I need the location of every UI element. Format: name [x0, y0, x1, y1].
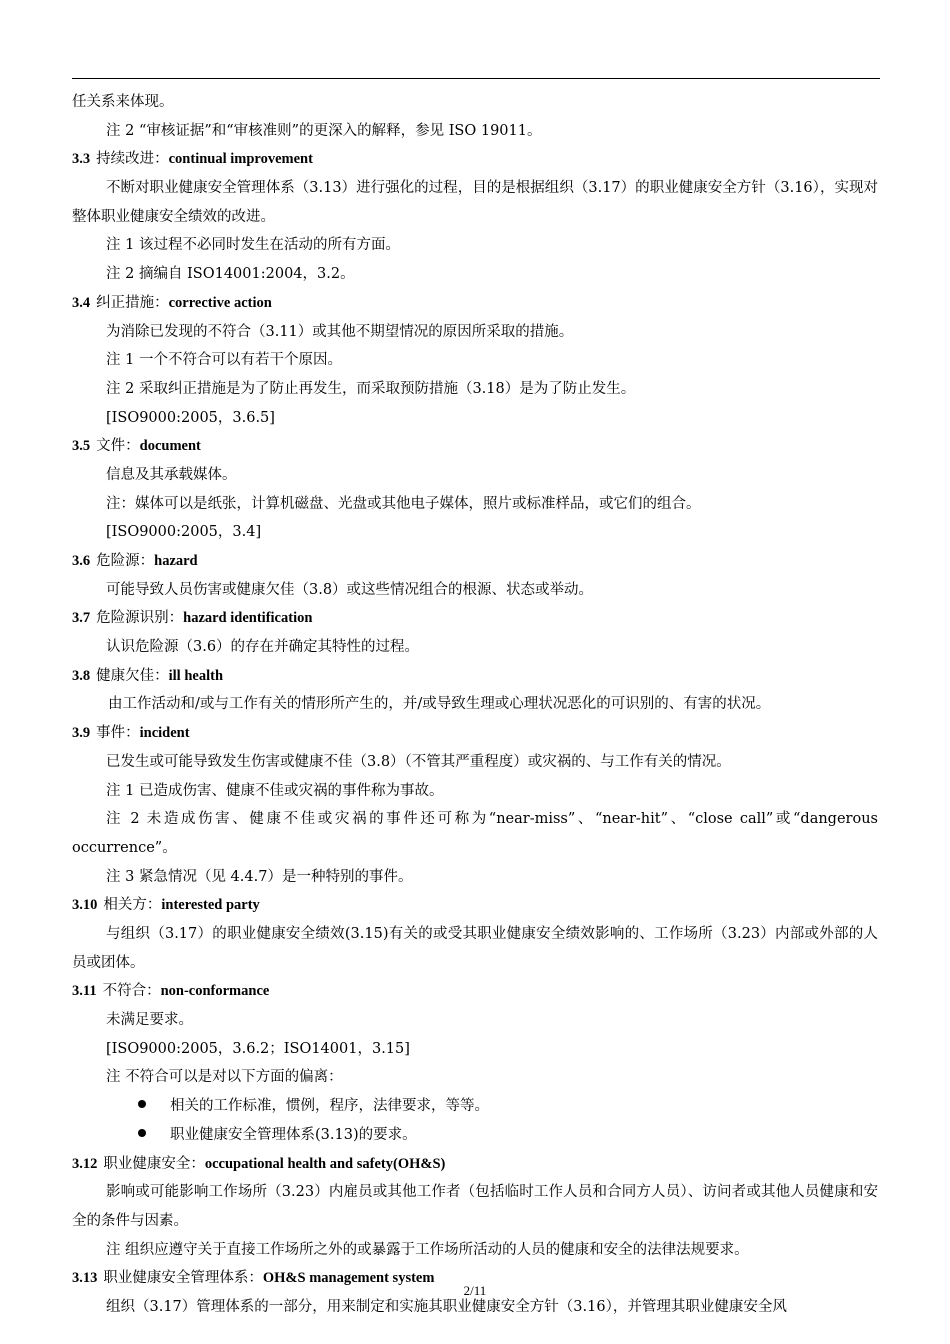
paragraph: 不断对职业健康安全管理体系（3.13）进行强化的过程，目的是根据组织（3.17）的职业健康安全方针（3.16），实现对整体职业健康安全绩效的改进。	[72, 180, 878, 225]
note: 注 2 “审核证据”和“审核准则”的更深入的解释，参见 ISO 19011。	[106, 122, 542, 139]
section-title-en: document	[139, 438, 201, 455]
paragraph: 未满足要求。	[106, 1012, 193, 1029]
section-title-en: hazard identification	[183, 610, 313, 627]
section-number: 3.5	[72, 438, 91, 455]
note: 注 组织应遵守关于直接工作场所之外的或暴露于工作场所活动的人员的健康和安全的法律法规要求。	[106, 1241, 749, 1258]
note: 注 1 已造成伤害、健康不佳或灾祸的事件称为事故。	[106, 782, 444, 799]
paragraph: 为消除已发现的不符合（3.11）或其他不期望情况的原因所采取的措施。	[106, 323, 574, 340]
section-heading-3-4	[72, 289, 878, 318]
note: 注 1 一个不符合可以有若干个原因。	[106, 352, 342, 369]
paragraph: 与组织（3.17）的职业健康安全绩效(3.15)有关的或受其职业健康安全绩效影响的、工作场所（3.23）内部或外部的人员或团体。	[72, 926, 878, 971]
section-title-en: interested party	[161, 897, 260, 914]
section-heading-3-5	[72, 432, 878, 461]
section-number: 3.9	[72, 725, 91, 742]
list-item	[72, 1121, 878, 1150]
section-heading-3-3	[72, 145, 878, 174]
section-heading-3-9	[72, 719, 878, 748]
section-title: 持续改进：	[96, 151, 169, 168]
note: 注 2 采取纠正措施是为了防止再发生，而采取预防措施（3.18）是为了防止发生。	[106, 380, 636, 397]
document-body	[72, 88, 878, 1322]
section-title: 危险源：	[96, 553, 155, 570]
paragraph: 影响或可能影响工作场所（3.23）内雇员或其他工作者（包括临时工作人员和合同方人员）、访问者或其他人员健康和安全的条件与因素。	[72, 1184, 878, 1229]
section-number: 3.4	[72, 294, 91, 311]
section-title-en: incident	[139, 725, 190, 742]
paragraph: 已发生或可能导致发生伤害或健康不佳（3.8）（不管其严重程度）或灾祸的、与工作有关的情况。	[106, 753, 731, 770]
section-number: 3.11	[72, 983, 97, 1000]
paragraph: 任关系来体现。	[72, 94, 174, 110]
section-title: 职业健康安全：	[103, 1155, 205, 1172]
section-number: 3.10	[72, 897, 98, 914]
section-title-en: OH&S management system	[262, 1270, 435, 1287]
section-title-en: non-conformance	[160, 983, 270, 1000]
section-title: 职业健康安全管理体系：	[103, 1270, 263, 1287]
list-item-text: 相关的工作标准，惯例，程序，法律要求，等等。	[170, 1098, 489, 1115]
section-title: 文件：	[96, 438, 140, 455]
paragraph: 可能导致人员伤害或健康欠佳（3.8）或这些情况组合的根源、状态或举动。	[106, 581, 594, 598]
section-number: 3.6	[72, 553, 91, 570]
paragraph: 认识危险源（3.6）的存在并确定其特性的过程。	[106, 639, 420, 656]
section-title: 事件：	[96, 725, 140, 742]
section-title-en: occupational health and safety(OH&S)	[204, 1155, 446, 1172]
page-number: 2/11	[463, 1283, 487, 1298]
section-title-en: corrective action	[168, 294, 272, 311]
section-heading-3-6	[72, 547, 878, 576]
section-number: 3.13	[72, 1270, 98, 1287]
section-heading-3-11	[72, 977, 878, 1006]
section-heading-3-8	[72, 662, 878, 691]
header-rule	[72, 78, 880, 79]
note: 注 1 该过程不必同时发生在活动的所有方面。	[106, 237, 400, 254]
section-title: 纠正措施：	[96, 294, 169, 311]
paragraph: 由工作活动和/或与工作有关的情形所产生的，并/或导致生理或心理状况恶化的可识别的、有害的状况。	[108, 696, 771, 713]
section-number: 3.8	[72, 667, 91, 684]
section-title: 相关方：	[103, 897, 162, 914]
section-heading-3-7	[72, 604, 878, 633]
section-number: 3.3	[72, 151, 91, 168]
section-title-en: hazard	[154, 553, 198, 570]
bullet-icon	[138, 1129, 146, 1137]
reference: [ISO9000:2005，3.6.2；ISO14001，3.15]	[106, 1040, 410, 1057]
note: 注 2 摘编自 ISO14001:2004，3.2。	[106, 266, 355, 283]
section-title: 不符合：	[102, 983, 161, 1000]
section-title: 危险源识别：	[96, 610, 184, 627]
section-title-en: continual improvement	[168, 151, 313, 168]
section-title: 健康欠佳：	[96, 667, 169, 684]
list-item-text: 职业健康安全管理体系(3.13)的要求。	[170, 1126, 417, 1143]
paragraph: 信息及其承载媒体。	[106, 466, 237, 483]
note: 注：媒体可以是纸张，计算机磁盘、光盘或其他电子媒体，照片或标准样品，或它们的组合。	[106, 495, 701, 512]
section-title-en: ill health	[168, 667, 224, 684]
section-heading-3-12	[72, 1150, 878, 1179]
reference: [ISO9000:2005，3.6.5]	[106, 409, 275, 426]
section-heading-3-10	[72, 891, 878, 920]
note: 注 不符合可以是对以下方面的偏离：	[106, 1069, 343, 1086]
section-number: 3.12	[72, 1155, 98, 1172]
section-number: 3.7	[72, 610, 91, 627]
list-item	[72, 1092, 878, 1121]
note: 注 2 未造成伤害、健康不佳或灾祸的事件还可称为“near-miss”、“near-hit”、“close call”或“dangerous occurrence”。	[72, 811, 878, 856]
note: 注 3 紧急情况（见 4.4.7）是一种特别的事件。	[106, 868, 413, 885]
bullet-icon	[138, 1100, 146, 1108]
paragraph: 组织（3.17）管理体系的一部分，用来制定和实施其职业健康安全方针（3.16），并管理其职业健康安全风	[106, 1299, 787, 1315]
reference: [ISO9000:2005，3.4]	[106, 524, 262, 541]
